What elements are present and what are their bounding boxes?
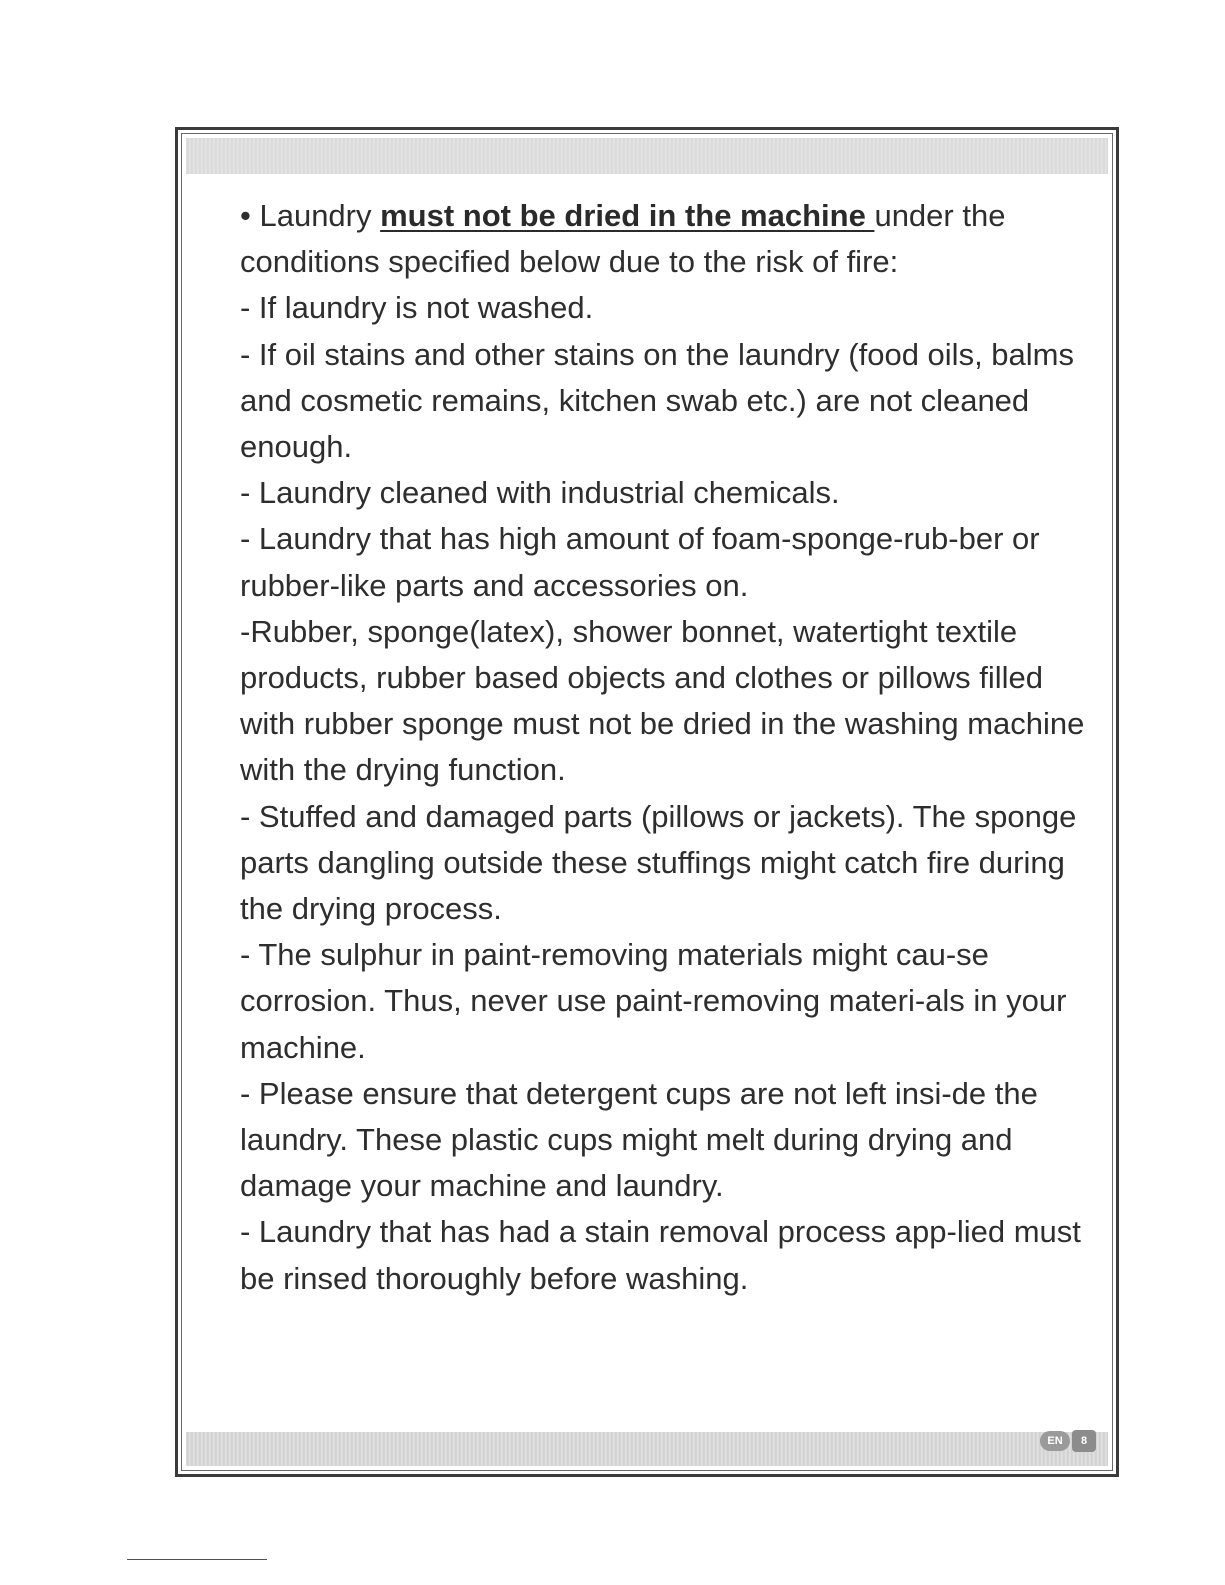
footer-band xyxy=(186,1432,1108,1466)
footer-rule xyxy=(127,1559,267,1560)
list-item: - The sulphur in paint-removing materials might cau-se corrosion. Thus, never use paint-removing materi-als in your machine. xyxy=(240,937,1067,1065)
intro-paragraph xyxy=(240,193,1090,285)
list-item: - Please ensure that detergent cups are not left insi-de the laundry. These plastic cups might melt during drying and damage your machine and laundry. xyxy=(240,1075,1038,1204)
intro-emphasis: must not be dried in the machine xyxy=(380,198,875,233)
list-item: - Laundry that has had a stain removal process app-lied must be rinsed thoroughly before washing. xyxy=(240,1214,1081,1296)
list-item: -Rubber, sponge(latex), shower bonnet, watertight textile products, rubber based objects and clothes or pillows filled with rubber sponge must not be dried in the washing machine with the drying function. xyxy=(240,613,1085,788)
header-band xyxy=(186,138,1108,174)
page-frame xyxy=(175,127,1119,1477)
safety-text xyxy=(240,193,1090,1302)
page-badge xyxy=(1040,1430,1096,1452)
list-item: - If laundry is not washed. xyxy=(240,290,594,326)
intro-bullet: • Laundry xyxy=(240,198,381,233)
page-number: 8 xyxy=(1072,1430,1096,1452)
intro-rest: under the conditions specified below due to the risk of fire: xyxy=(240,198,1006,280)
list-item: - Laundry cleaned with industrial chemicals. xyxy=(240,475,840,511)
list-item: - If oil stains and other stains on the laundry (food oils, balms and cosmetic remains, kitchen swab etc.) are not cleaned enough. xyxy=(240,336,1074,465)
list-item: - Stuffed and damaged parts (pillows or jackets). The sponge parts dangling outside these stuffings might catch fire during the drying process. xyxy=(240,798,1077,927)
language-badge: EN xyxy=(1040,1431,1070,1451)
list-item: - Laundry that has high amount of foam-sponge-rub-ber or rubber-like parts and accessories on. xyxy=(240,521,1040,603)
